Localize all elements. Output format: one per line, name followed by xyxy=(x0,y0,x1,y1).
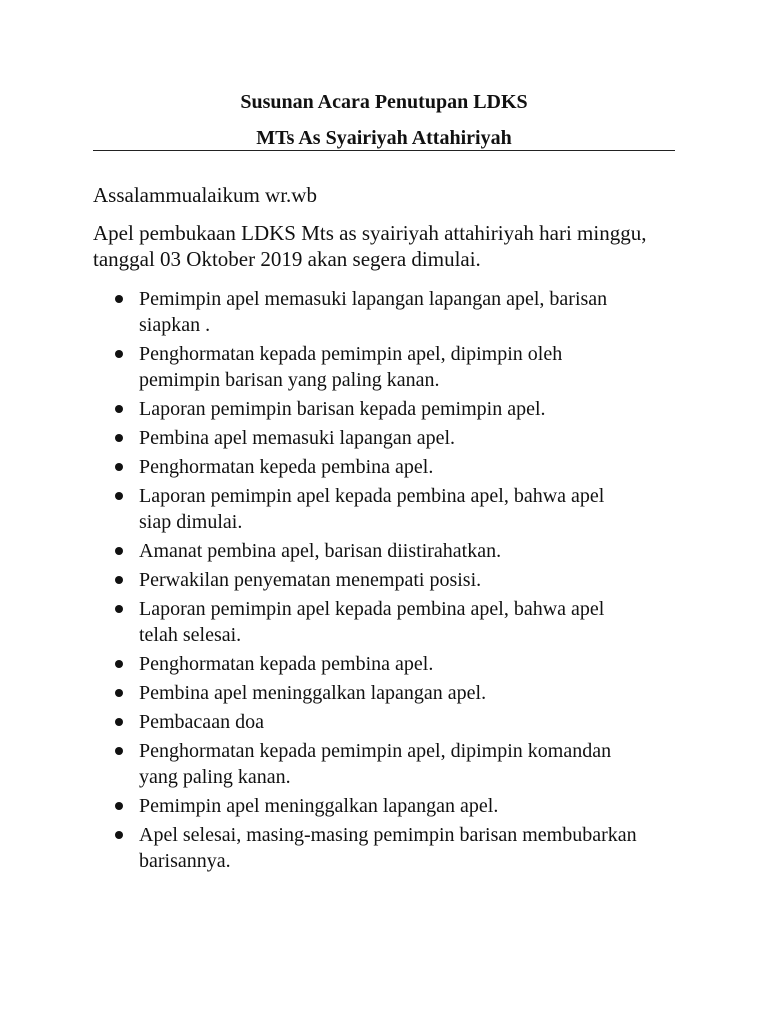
agenda-item xyxy=(0,341,639,393)
agenda-item-text: Pemimpin apel meninggalkan lapangan apel. xyxy=(139,795,499,817)
agenda-list xyxy=(0,286,768,877)
agenda-item-text: Pembina apel meninggalkan lapangan apel. xyxy=(139,682,487,704)
bullet-icon xyxy=(115,295,123,303)
bullet-icon xyxy=(115,747,123,755)
agenda-item-text: Pembacaan doa xyxy=(139,711,264,733)
agenda-item-text: Penghormatan kepeda pembina apel. xyxy=(139,456,434,478)
agenda-item xyxy=(0,286,639,338)
agenda-item xyxy=(0,793,639,819)
document-title: Susunan Acara Penutupan LDKS xyxy=(240,91,528,113)
agenda-item-text: Pembina apel memasuki lapangan apel. xyxy=(139,427,456,449)
bullet-icon xyxy=(115,463,123,471)
greeting-text: Assalammualaikum wr.wb xyxy=(93,183,317,207)
agenda-item-text: Penghormatan kepada pemimpin apel, dipimpin oleh pemimpin barisan yang paling kanan. xyxy=(139,343,563,391)
bullet-icon xyxy=(115,576,123,584)
agenda-item xyxy=(0,680,639,706)
bullet-icon xyxy=(115,802,123,810)
bullet-icon xyxy=(115,660,123,668)
bullet-icon xyxy=(115,689,123,697)
agenda-item-text: Apel selesai, masing-masing pemimpin barisan membubarkan barisannya. xyxy=(139,824,637,872)
agenda-item-text: Pemimpin apel memasuki lapangan lapangan apel, barisan siapkan . xyxy=(139,288,608,336)
agenda-item xyxy=(0,425,639,451)
bullet-icon xyxy=(115,605,123,613)
bullet-icon xyxy=(115,405,123,413)
agenda-item-text: Laporan pemimpin apel kepada pembina apel, bahwa apel siap dimulai. xyxy=(139,485,605,533)
agenda-item-text: Laporan pemimpin barisan kepada pemimpin apel. xyxy=(139,398,546,420)
agenda-item xyxy=(0,483,639,535)
title-divider xyxy=(93,150,675,151)
bullet-icon xyxy=(115,547,123,555)
bullet-icon xyxy=(115,831,123,839)
bullet-icon xyxy=(115,718,123,726)
agenda-item-text: Laporan pemimpin apel kepada pembina apel, bahwa apel telah selesai. xyxy=(139,598,605,646)
bullet-icon xyxy=(115,492,123,500)
agenda-item xyxy=(0,567,639,593)
agenda-item xyxy=(0,596,639,648)
agenda-item-text: Penghormatan kepada pembina apel. xyxy=(139,653,434,675)
agenda-item-text: Penghormatan kepada pemimpin apel, dipimpin komandan yang paling kanan. xyxy=(139,740,612,788)
agenda-item xyxy=(0,396,639,422)
agenda-item xyxy=(0,709,639,735)
agenda-item xyxy=(0,651,639,677)
agenda-item-text: Amanat pembina apel, barisan diistirahatkan. xyxy=(139,540,502,562)
document-subtitle: MTs As Syairiyah Attahiriyah xyxy=(256,127,512,149)
agenda-item xyxy=(0,454,639,480)
agenda-item xyxy=(0,822,639,874)
agenda-item xyxy=(0,538,639,564)
bullet-icon xyxy=(115,434,123,442)
intro-paragraph: Apel pembukaan LDKS Mts as syairiyah attahiriyah hari minggu, tanggal 03 Oktober 2019 akan segera dimulai. xyxy=(93,221,647,271)
bullet-icon xyxy=(115,350,123,358)
agenda-item xyxy=(0,738,639,790)
agenda-item-text: Perwakilan penyematan menempati posisi. xyxy=(139,569,482,591)
